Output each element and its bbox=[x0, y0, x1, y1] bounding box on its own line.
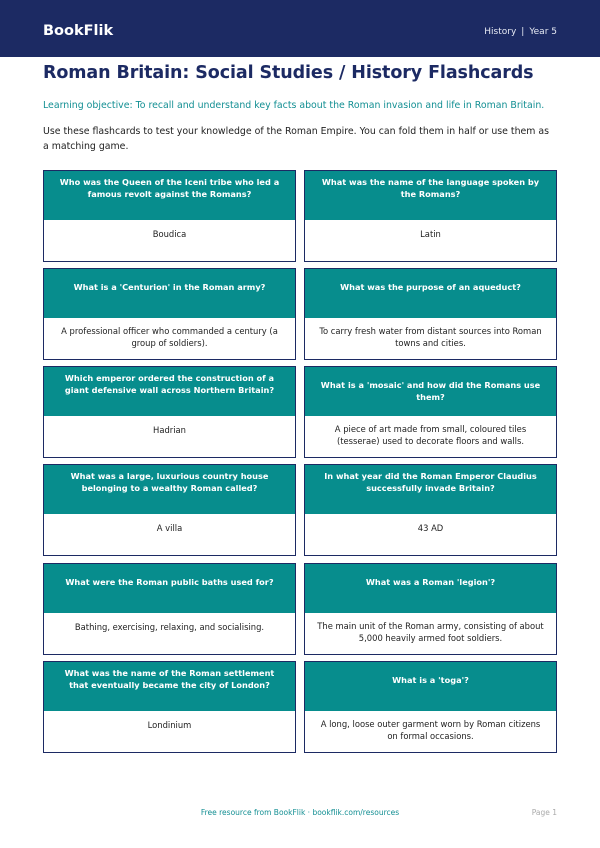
page-title: Roman Britain: Social Studies / History Flashcards bbox=[43, 63, 534, 83]
flashcard[interactable] bbox=[304, 170, 557, 262]
flashcard-answer: The main unit of the Roman army, consisting of about 5,000 heavily armed foot soldiers. bbox=[317, 621, 544, 643]
flashcard[interactable] bbox=[43, 268, 296, 360]
page-number: Page 1 bbox=[531, 808, 557, 817]
flashcard-question: What is a 'Centurion' in the Roman army? bbox=[44, 269, 295, 318]
intro-text: Use these flashcards to test your knowledge of the Roman Empire. You can fold them in half or use them as a matching game. bbox=[43, 126, 550, 152]
breadcrumb-separator: | bbox=[521, 27, 525, 37]
flashcard-answer: To carry fresh water from distant sources into Roman towns and cities. bbox=[319, 326, 542, 348]
flashcard-question: What were the Roman public baths used for? bbox=[44, 564, 295, 613]
flashcard-answer: 43 AD bbox=[417, 523, 444, 533]
flashcard-question: Who was the Queen of the Iceni tribe who led a famous revolt against the Romans? bbox=[44, 171, 295, 220]
flashcard[interactable] bbox=[304, 464, 557, 556]
breadcrumb-subject: History bbox=[484, 27, 517, 37]
flashcard-answer: Latin bbox=[420, 229, 441, 239]
flashcard-question: What was the name of the language spoken by the Romans? bbox=[305, 171, 556, 220]
flashcard-answer: A villa bbox=[156, 523, 183, 533]
flashcard-question: What was a Roman 'legion'? bbox=[305, 564, 556, 613]
flashcard-question: In what year did the Roman Emperor Claudius successfully invade Britain? bbox=[305, 465, 556, 514]
flashcard[interactable] bbox=[43, 170, 296, 262]
flashcard-question: What was the purpose of an aqueduct? bbox=[305, 269, 556, 318]
flashcard[interactable] bbox=[304, 563, 557, 655]
flashcard-question: What was the name of the Roman settlement that eventually became the city of London? bbox=[44, 662, 295, 711]
flashcard[interactable] bbox=[43, 366, 296, 458]
flashcard-question: What is a 'mosaic' and how did the Romans use them? bbox=[305, 367, 556, 416]
flashcard[interactable] bbox=[43, 464, 296, 556]
flashcard-answer: Hadrian bbox=[153, 425, 186, 435]
learning-objective: Learning objective: To recall and understand key facts about the Roman invasion and life in Roman Britain. bbox=[43, 100, 545, 111]
flashcard-answer: Bathing, exercising, relaxing, and socialising. bbox=[74, 622, 265, 632]
flashcard-answer: A piece of art made from small, coloured tiles (tesserae) used to decorate floors and walls. bbox=[334, 424, 527, 446]
brand-logo[interactable]: BookFlik bbox=[43, 23, 114, 39]
flashcard[interactable] bbox=[304, 268, 557, 360]
flashcard[interactable] bbox=[304, 661, 557, 753]
breadcrumb-grade: Year 5 bbox=[529, 27, 557, 37]
flashcard-answer: A professional officer who commanded a century (a group of soldiers). bbox=[61, 326, 278, 348]
flashcard-question: What was a large, luxurious country house belonging to a wealthy Roman called? bbox=[44, 465, 295, 514]
flashcard-question: Which emperor ordered the construction of a giant defensive wall across Northern Britain? bbox=[44, 367, 295, 416]
flashcard[interactable] bbox=[43, 563, 296, 655]
flashcard-answer: Londinium bbox=[147, 720, 192, 730]
flashcard-question: What is a 'toga'? bbox=[305, 662, 556, 711]
flashcard-answer: Boudica bbox=[152, 229, 187, 239]
flashcard-answer: A long, loose outer garment worn by Roman citizens on formal occasions. bbox=[320, 719, 541, 741]
breadcrumb bbox=[484, 27, 557, 37]
footer-link[interactable]: Free resource from BookFlik · bookflik.com/resources bbox=[200, 808, 400, 817]
header-bar bbox=[0, 0, 600, 57]
flashcard[interactable] bbox=[43, 661, 296, 753]
flashcard[interactable] bbox=[304, 366, 557, 458]
